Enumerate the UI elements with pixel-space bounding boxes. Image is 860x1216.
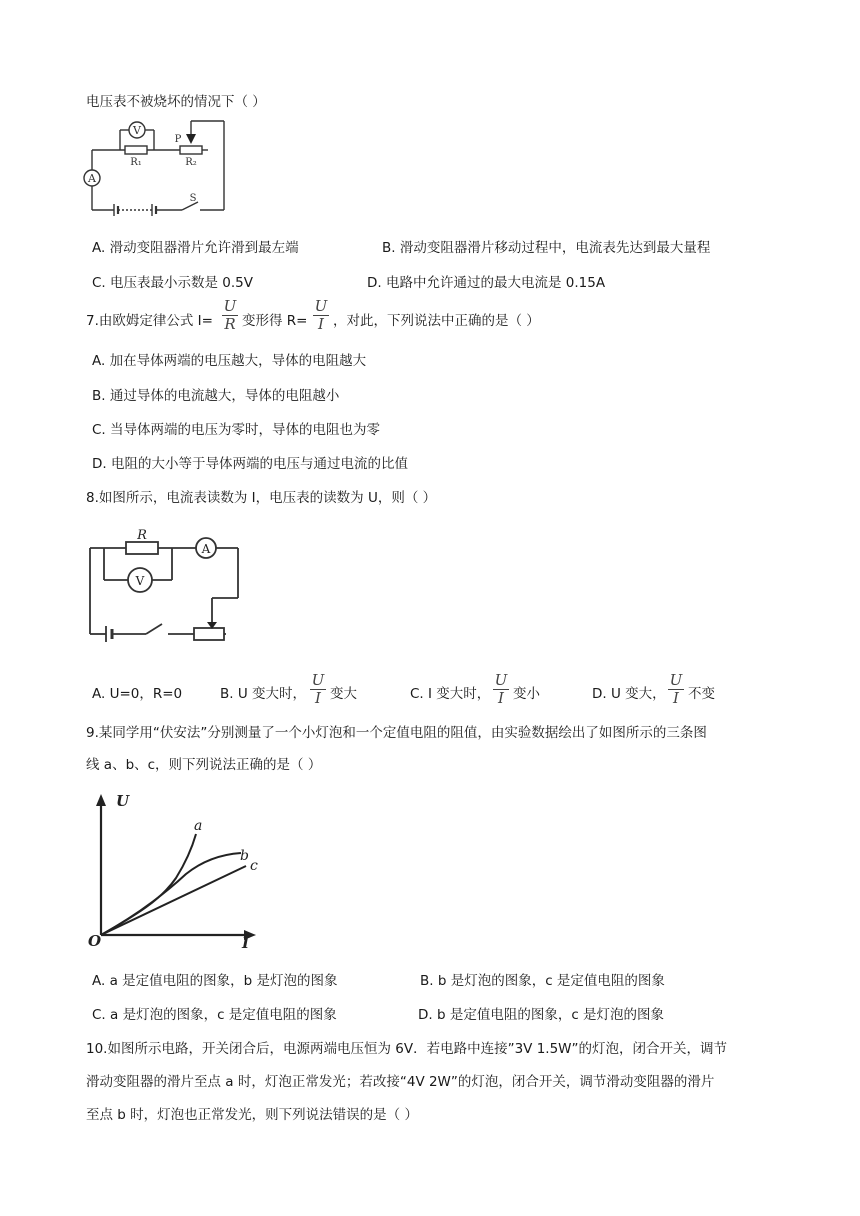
q8-resistor-label: R <box>137 528 147 543</box>
q9-option-c: C. a 是灯泡的图象，c 是定值电阻的图象 <box>92 1007 337 1023</box>
q10-line1: 10.如图所示电路，开关闭合后，电源两端电压恒为 6V．若电路中连接”3V 1.5W”的灯泡，闭合开关，调节 <box>86 1041 728 1057</box>
q8-d-frac-den: I <box>673 689 679 707</box>
q8-circuit-diagram <box>86 528 246 648</box>
q6-s-label: S <box>189 193 197 204</box>
q9-axis-u-label: U <box>116 792 130 810</box>
q6-option-b: B. 滑动变阻器滑片移动过程中，电流表先达到最大量程 <box>382 240 711 256</box>
q6-circuit-diagram <box>80 118 230 218</box>
q9-stem-line2: 线 a、b、c，则下列说法正确的是（ ） <box>86 757 322 773</box>
q8-b-frac-den: I <box>315 689 321 707</box>
q7-option-c: C. 当导体两端的电压为零时，导体的电阻也为零 <box>92 422 381 438</box>
q8-option-d-prefix: D. U 变大， <box>592 686 666 702</box>
q7-frac1-denominator: R <box>224 315 236 333</box>
q7-option-b: B. 通过导体的电流越大，导体的电阻越小 <box>92 388 340 404</box>
q8-option-c-fraction <box>493 673 509 706</box>
q8-option-a: A. U=0，R=0 <box>92 686 183 702</box>
q9-curve-a-label: a <box>194 818 203 834</box>
q9-option-a: A. a 是定值电阻的图象，b 是灯泡的图象 <box>92 973 338 989</box>
q8-b-frac-num: U <box>311 671 325 689</box>
q9-origin-label: O <box>88 932 102 950</box>
q6-r2-label: R₂ <box>185 157 197 168</box>
q10-line3: 至点 b 时，灯泡也正常发光，则下列说法错误的是（ ） <box>86 1107 418 1123</box>
q9-axis-i-label: I <box>242 934 250 952</box>
q7-option-d: D. 电阻的大小等于导体两端的电压与通过电流的比值 <box>92 456 408 472</box>
q7-fraction-u-over-r <box>222 299 238 332</box>
q8-option-b-fraction <box>310 673 326 706</box>
q6-option-c: C. 电压表最小示数是 0.5V <box>92 275 254 291</box>
q8-stem: 8.如图所示，电流表读数为 I，电压表的读数为 U，则（ ） <box>86 490 437 506</box>
q9-u-i-graph <box>86 790 266 950</box>
q9-curve-c-label: c <box>250 858 258 874</box>
q8-option-c-prefix: C. I 变大时， <box>410 686 491 702</box>
q7-stem-part2: 变形得 R= <box>242 313 308 329</box>
q7-fraction-u-over-i <box>313 299 329 332</box>
q7-frac2-denominator: I <box>318 315 324 333</box>
q8-option-d-fraction <box>668 673 684 706</box>
q8-option-b-suffix: 变大 <box>330 686 357 702</box>
q6-p-label: P <box>174 134 182 145</box>
q8-option-c-suffix: 变小 <box>513 686 540 702</box>
q7-stem-part1: 7.由欧姆定律公式 I= <box>86 313 213 329</box>
q7-frac2-numerator: U <box>314 297 328 315</box>
q6-r1-label: R₁ <box>130 157 142 168</box>
q6-option-d: D. 电路中允许通过的最大电流是 0.15A <box>367 275 606 291</box>
q6-stem-tail: 电压表不被烧坏的情况下（ ） <box>86 94 266 110</box>
q9-curve-a <box>101 834 196 935</box>
q8-c-frac-den: I <box>498 689 504 707</box>
q8-option-b-prefix: B. U 变大时， <box>220 686 307 702</box>
q9-option-d: D. b 是定值电阻的图象，c 是灯泡的图象 <box>418 1007 665 1023</box>
q6-ammeter-label: A <box>88 172 96 185</box>
q9-curve-c <box>101 866 246 935</box>
q9-curve-b <box>101 853 241 935</box>
q9-stem-line1: 9.某同学用“伏安法”分别测量了一个小灯泡和一个定值电阻的阻值，由实验数据绘出了如图所示的三条图 <box>86 725 707 741</box>
q6-option-a: A. 滑动变阻器滑片允许滑到最左端 <box>92 240 299 256</box>
q7-stem-part3: ，对此，下列说法中正确的是（ ） <box>333 313 540 329</box>
q8-d-frac-num: U <box>669 671 683 689</box>
q6-voltmeter-label: V <box>133 124 141 137</box>
q9-curve-b-label: b <box>240 848 249 864</box>
q9-option-b: B. b 是灯泡的图象，c 是定值电阻的图象 <box>420 973 665 989</box>
q8-ammeter-label: A <box>201 542 211 556</box>
q7-option-a: A. 加在导体两端的电压越大，导体的电阻越大 <box>92 353 367 369</box>
q7-frac1-numerator: U <box>223 297 237 315</box>
q8-option-d-suffix: 不变 <box>688 686 715 702</box>
q8-c-frac-num: U <box>494 671 508 689</box>
q8-voltmeter-label: V <box>135 574 145 588</box>
q10-line2: 滑动变阻器的滑片至点 a 时，灯泡正常发光；若改接“4V 2W”的灯泡，闭合开关，调节滑动变阻器的滑片 <box>86 1074 715 1090</box>
